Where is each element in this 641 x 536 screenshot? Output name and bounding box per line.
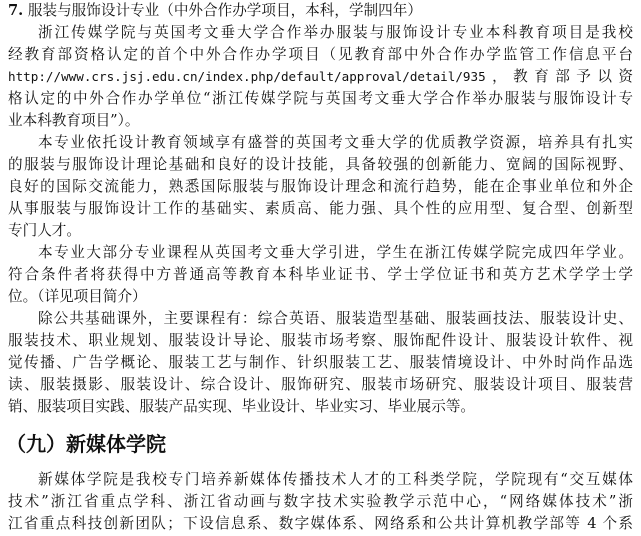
program-para3-line2: 符合条件者将获得中方普通高等教育本科毕业证书、学士学位证书和英方艺术学学士学	[8, 266, 633, 283]
program-para2-line3: 良好的国际交流能力，熟悉国际服装与服饰设计理念和流行趋势，能在企事业单位和外企	[8, 178, 633, 195]
section-para1-line1: 新媒体学院是我校专门培养新媒体传播技术人才的工科类学院，学院现有“交互媒体	[38, 471, 633, 488]
program-para1-line4: 格认定的中外合作办学单位“浙江传媒学院与英国考文垂大学合作举办服装与服饰设计专	[8, 90, 633, 107]
program-para1-line2: 经教育部资格认定的首个中外合作办学项目（见教育部中外合作办学监管工作信息平台	[8, 46, 633, 63]
program-number: 7.	[8, 2, 24, 19]
program-para1-line3-rest: ，教育部予以资	[485, 68, 633, 85]
program-para4-line4: 读、服装摄影、服装设计、综合设计、服饰研究、服装市场研究、服装设计项目、服装营	[8, 376, 633, 393]
program-heading	[8, 0, 633, 22]
program-para4-line3: 觉传播、广告学概论、服装工艺与制作、针织服装工艺、服装情境设计、中外时尚作品选	[8, 354, 633, 371]
program-para1-line1: 浙江传媒学院与英国考文垂大学合作举办服装与服饰设计专业本科教育项目是我校	[38, 24, 633, 41]
program-para3-line1: 本专业大部分专业课程从英国考文垂大学引进，学生在浙江传媒学院完成四年学业。	[38, 244, 633, 261]
program-para2-line5: 专门人才。	[8, 222, 81, 239]
section-para1-line2: 技术”浙江省重点学科、浙江省动画与数字技术实验教学示范中心，“网络媒体技术”浙	[8, 493, 633, 510]
program-para1-line3	[8, 66, 633, 88]
program-para4-line2: 服装技术、职业规划、服装设计导论、服装市场考察、服饰配件设计、服装设计软件、视	[8, 332, 633, 349]
section-para1-line3: 江省重点科技创新团队；下设信息系、数字媒体系、网络系和公共计算机教学部等 4 个系	[8, 515, 633, 532]
program-para2-line2: 的服装与服饰设计理论基础和良好的设计技能，具备较强的创新能力、宽阔的国际视野、	[8, 156, 633, 173]
program-para2-line4: 从事服装与服饰设计工作的基础实、素质高、能力强、具个性的应用型、复合型、创新型	[8, 200, 633, 217]
program-para1-line5: 业本科教育项目”）。	[8, 112, 140, 129]
approval-url: http://www.crs.jsj.edu.cn/index.php/default/approval/detail/935	[8, 69, 486, 84]
program-para3-line3: 位。（详见项目简介）	[8, 288, 147, 305]
program-para4-line1: 除公共基础课外，主要课程有：综合英语、服装造型基础、服装画技法、服装设计史、	[38, 310, 633, 327]
program-para2-line1: 本专业依托设计教育领域享有盛誉的英国考文垂大学的优质教学资源，培养具有扎实	[38, 134, 633, 151]
section-title: （九）新媒体学院	[6, 432, 166, 456]
program-para4-line5: 销、服装项目实践、服装产品实现、毕业设计、毕业实习、毕业展示等。	[8, 398, 476, 415]
program-title: 服装与服饰设计专业（中外合作办学项目，本科，学制四年）	[27, 2, 422, 19]
